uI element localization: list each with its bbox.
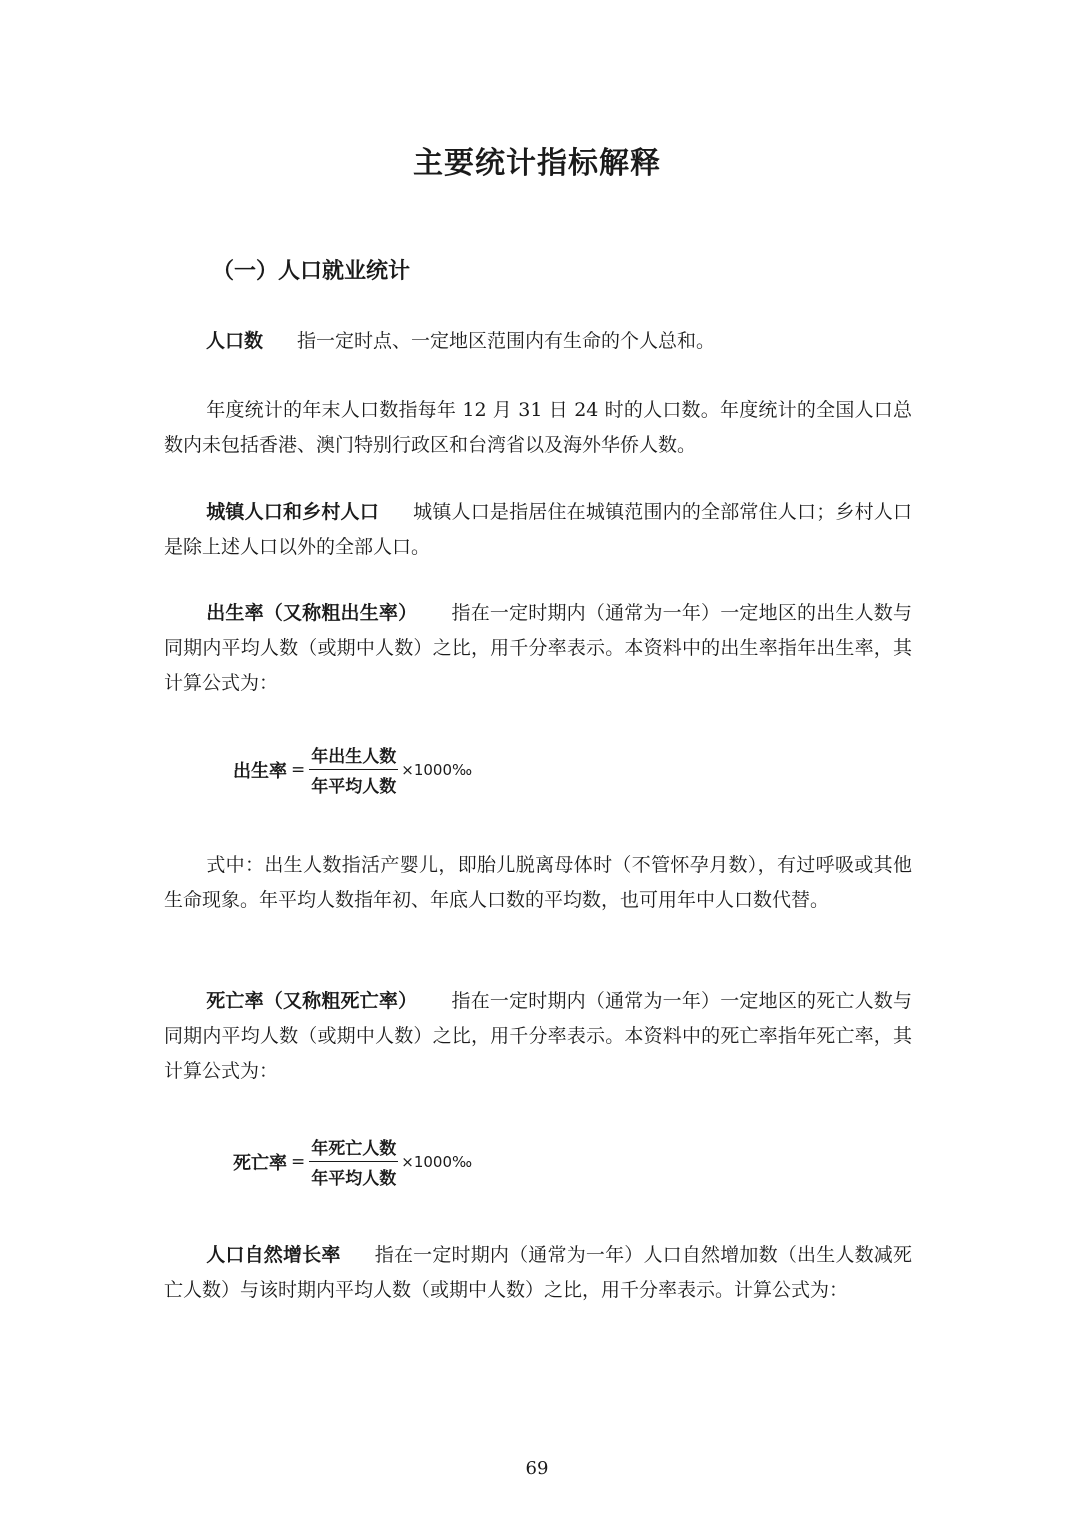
formula-lhs: 死亡率 <box>233 1152 287 1174</box>
multiplier: ×1000‰ <box>401 760 473 779</box>
birth-rate-formula <box>233 742 472 797</box>
paragraph-text: 式中：出生人数指活产婴儿，即胎儿脱离母体时（不管怀孕月数），有过呼吸或其他生命现象。年平均人数指年初、年底人口数的平均数，也可用年中人口数代替。 <box>164 854 912 911</box>
numerator: 年死亡人数 <box>309 1134 398 1162</box>
formula-lhs: 出生率 <box>233 760 287 782</box>
definition-population: 指一定时点、一定地区范围内有生命的个人总和。 <box>297 330 716 352</box>
definition-birth-rate: 指在一定时期内（通常为一年）一定地区的出生人数与同期内平均人数（或期中人数）之比，用千分率表示。本资料中的出生率指年出生率，其计算公式为： <box>164 602 912 694</box>
denominator: 年平均人数 <box>311 777 397 797</box>
paragraph-population <box>164 324 912 359</box>
definition-urban-rural: 城镇人口是指居住在城镇范围内的全部常住人口；乡村人口是除上述人口以外的全部人口。 <box>164 501 912 558</box>
term-natural-growth-rate: 人口自然增长率 <box>206 1244 341 1266</box>
paragraph-urban-rural <box>164 495 912 565</box>
fraction <box>309 1134 398 1189</box>
paragraph-year-end-population <box>164 393 912 463</box>
section-heading: （一）人口就业统计 <box>212 259 411 284</box>
paragraph-birth-rate <box>164 596 912 701</box>
paragraph-natural-growth-rate <box>164 1238 912 1308</box>
paragraph-death-rate <box>164 984 912 1089</box>
definition-death-rate: 指在一定时期内（通常为一年）一定地区的死亡人数与同期内平均人数（或期中人数）之比，用千分率表示。本资料中的死亡率指年死亡率，其计算公式为： <box>164 990 912 1082</box>
term-birth-rate: 出生率（又称粗出生率） <box>206 602 418 624</box>
fraction <box>309 742 398 797</box>
death-rate-formula <box>233 1134 472 1189</box>
term-population: 人口数 <box>206 330 264 352</box>
term-death-rate: 死亡率（又称粗死亡率） <box>206 990 418 1012</box>
equals-sign: = <box>291 1151 306 1172</box>
term-urban-rural: 城镇人口和乡村人口 <box>206 501 379 523</box>
page-number: 69 <box>525 1458 549 1479</box>
numerator: 年出生人数 <box>309 742 398 770</box>
equals-sign: = <box>291 759 306 780</box>
definition-natural-growth-rate: 指在一定时期内（通常为一年）人口自然增加数（出生人数减死亡人数）与该时期内平均人数（或期中人数）之比，用千分率表示。计算公式为： <box>164 1244 912 1301</box>
denominator: 年平均人数 <box>311 1169 397 1189</box>
multiplier: ×1000‰ <box>401 1152 473 1171</box>
page-title: 主要统计指标解释 <box>413 146 661 181</box>
paragraph-text: 年度统计的年末人口数指每年 12 月 31 日 24 时的人口数。年度统计的全国人口总数内未包括香港、澳门特别行政区和台湾省以及海外华侨人数。 <box>164 399 912 456</box>
paragraph-birth-notes <box>164 848 912 918</box>
